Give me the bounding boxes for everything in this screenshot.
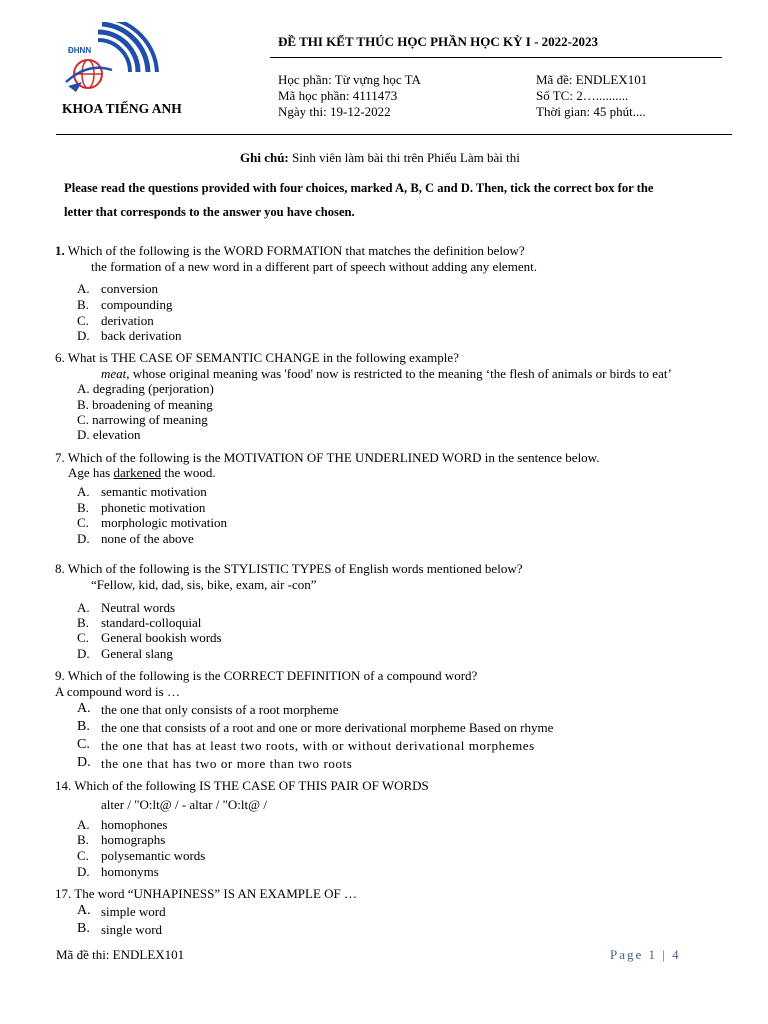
option-text[interactable]: compounding	[101, 297, 173, 312]
option-letter: D.	[77, 864, 90, 879]
question-1	[55, 243, 525, 259]
question-6: 6. What is THE CASE OF SEMANTIC CHANGE in the following example?	[55, 350, 459, 365]
detail-post: the wood.	[161, 465, 216, 480]
question-text: Which of the following is the WORD FORMATION that matches the definition below?	[64, 243, 525, 258]
option-letter: C.	[77, 848, 89, 863]
logo-text: ĐHNN	[68, 46, 92, 55]
header-divider	[270, 57, 722, 58]
option-letter: A.	[77, 701, 91, 716]
option-letter: B.	[77, 719, 90, 734]
option-text[interactable]: the one that only consists of a root morpheme	[101, 702, 339, 717]
instructions-line-2: letter that corresponds to the answer you have chosen.	[64, 205, 355, 219]
option-text[interactable]: D. elevation	[77, 427, 141, 442]
option-letter: B.	[77, 297, 89, 312]
option-letter: B.	[77, 615, 89, 630]
option-letter: A.	[77, 600, 90, 615]
option-text[interactable]: homonyms	[101, 864, 159, 879]
option-letter: D.	[77, 531, 90, 546]
course-code: Mã học phần: 4111473	[278, 88, 398, 103]
credits: Số TC: 2…..........	[536, 88, 629, 103]
footer-exam-code: Mã đề thi: ENDLEX101	[56, 947, 185, 962]
option-letter: D.	[77, 646, 90, 661]
question-8-detail: “Fellow, kid, dad, sis, bike, exam, air -con”	[91, 577, 317, 592]
question-number: 1.	[55, 243, 65, 258]
option-letter: A.	[77, 281, 90, 296]
option-text[interactable]: morphologic motivation	[101, 515, 228, 530]
duration: Thời gian: 45 phút....	[536, 104, 646, 119]
note	[240, 150, 520, 166]
exam-date: Ngày thi: 19-12-2022	[278, 104, 391, 119]
option-text[interactable]: simple word	[101, 904, 166, 919]
question-7: 7. Which of the following is the MOTIVATION OF THE UNDERLINED WORD in the sentence below.	[55, 450, 600, 465]
detail-rest: , whose original meaning was 'food' now is restricted to the meaning ‘the flesh of animals or birds to eat’	[126, 366, 672, 381]
option-text[interactable]: C. narrowing of meaning	[77, 412, 208, 427]
option-text[interactable]: derivation	[101, 313, 154, 328]
option-text[interactable]: standard-colloquial	[101, 615, 202, 630]
option-text[interactable]: back derivation	[101, 328, 182, 343]
question-9: 9. Which of the following is the CORRECT DEFINITION of a compound word?	[55, 668, 478, 683]
option-letter: C.	[77, 630, 89, 645]
exam-code: Mã đề: ENDLEX101	[536, 72, 648, 87]
option-text[interactable]: homographs	[101, 832, 166, 847]
underlined-word: darkened	[113, 465, 162, 480]
option-letter: B.	[77, 832, 89, 847]
course-name: Học phần: Từ vựng học TA	[278, 72, 421, 87]
option-letter: B.	[77, 921, 90, 936]
option-text[interactable]: none of the above	[101, 531, 194, 546]
logo-emblem-icon	[58, 22, 190, 102]
detail-pre: Age has	[68, 465, 114, 480]
option-text[interactable]: phonetic motivation	[101, 500, 206, 515]
option-text[interactable]: General slang	[101, 646, 173, 661]
question-1-detail: the formation of a new word in a different part of speech without adding any element.	[91, 259, 537, 274]
page-number: Page 1 | 4	[610, 947, 681, 962]
question-9-detail: A compound word is …	[55, 684, 180, 699]
option-text[interactable]: the one that consists of a root and one or more derivational morpheme Based on rhyme	[101, 720, 554, 735]
note-label: Ghi chú:	[240, 150, 289, 165]
option-letter: D.	[77, 328, 90, 343]
detail-italic-word: meat	[101, 366, 127, 381]
option-text[interactable]: A. degrading (perjoration)	[77, 381, 214, 396]
question-6-detail	[101, 366, 672, 382]
main-divider	[56, 134, 732, 135]
question-7-detail	[68, 465, 216, 481]
option-text[interactable]: the one that has two or more than two roots	[101, 756, 353, 771]
question-14-detail: alter / "O:lt@ / - altar / "O:lt@ /	[101, 797, 267, 812]
option-letter: D.	[77, 755, 91, 770]
option-text[interactable]: Neutral words	[101, 600, 176, 615]
option-letter: C.	[77, 313, 89, 328]
note-text: Sinh viên làm bài thi trên Phiếu Làm bài thi	[288, 150, 520, 165]
option-text[interactable]: polysemantic words	[101, 848, 206, 863]
instructions-line-1: Please read the questions provided with four choices, marked A, B, C and D. Then, tick the correct box for the	[64, 181, 654, 195]
option-letter: A.	[77, 484, 90, 499]
option-text[interactable]: B. broadening of meaning	[77, 397, 213, 412]
option-letter: C.	[77, 737, 90, 752]
option-text[interactable]: single word	[101, 922, 163, 937]
option-letter: C.	[77, 515, 89, 530]
question-17: 17. The word “UNHAPINESS” IS AN EXAMPLE OF …	[55, 886, 358, 901]
question-14: 14. Which of the following IS THE CASE OF THIS PAIR OF WORDS	[55, 778, 429, 793]
option-text[interactable]: General bookish words	[101, 630, 222, 645]
option-text[interactable]: semantic motivation	[101, 484, 207, 499]
department-name: KHOA TIẾNG ANH	[62, 101, 182, 116]
exam-title: ĐỀ THI KẾT THÚC HỌC PHẦN HỌC KỲ I - 2022-2023	[278, 34, 598, 49]
option-letter: A.	[77, 903, 91, 918]
option-letter: B.	[77, 500, 89, 515]
option-text[interactable]: homophones	[101, 817, 168, 832]
option-text[interactable]: conversion	[101, 281, 159, 296]
option-text[interactable]: the one that has at least two roots, with or without derivational morphemes	[101, 738, 535, 753]
question-8: 8. Which of the following is the STYLISTIC TYPES of English words mentioned below?	[55, 561, 523, 576]
option-letter: A.	[77, 817, 90, 832]
